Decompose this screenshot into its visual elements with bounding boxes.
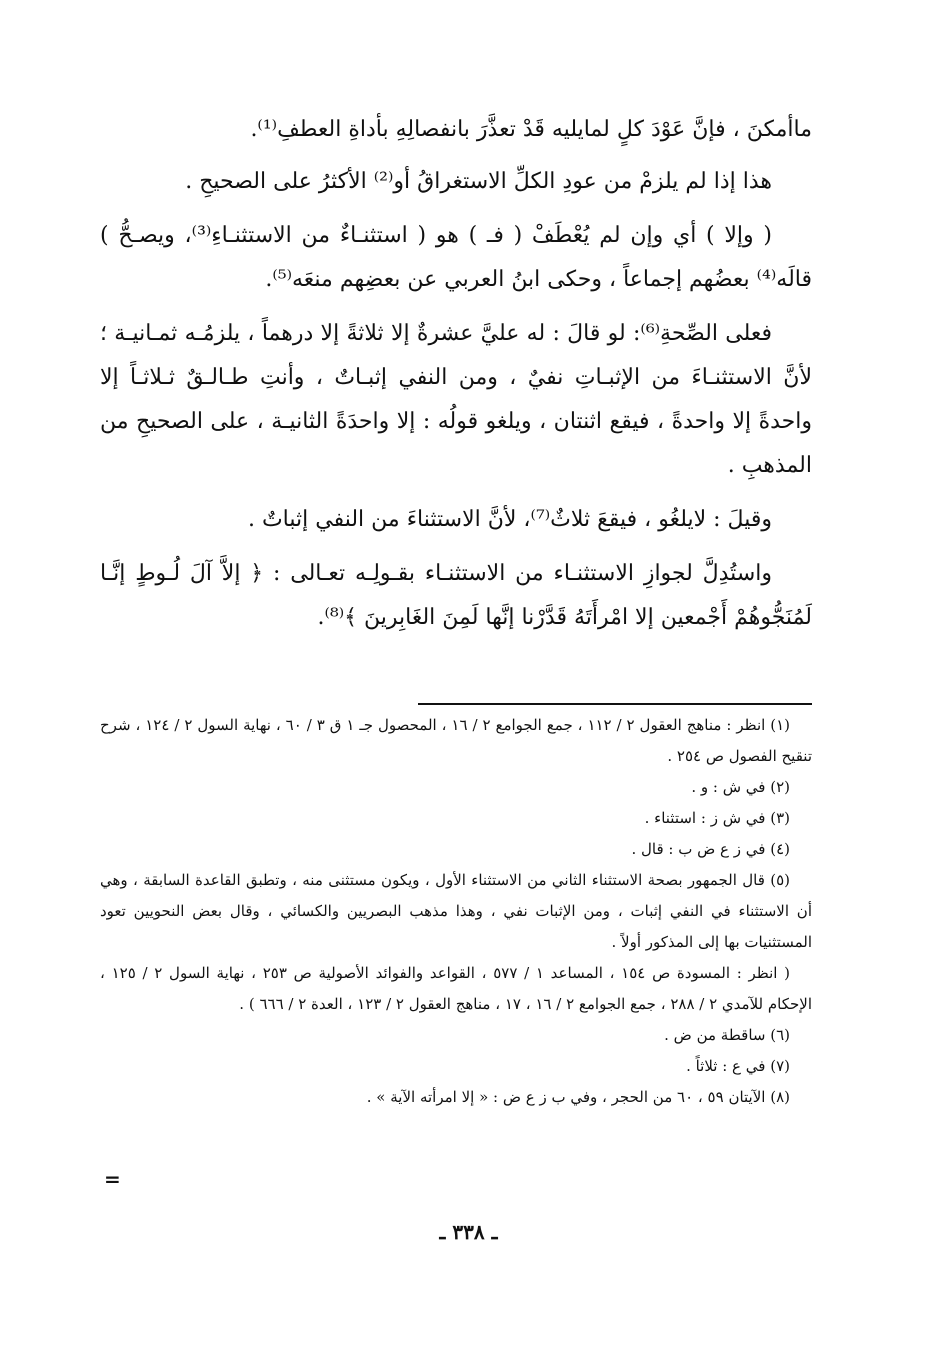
footnote-6: (٦) ساقطة من ض . [664, 1026, 790, 1044]
paragraph-3: ( وإلا ) أي وإن لم يُعْطَفْ ( فـ ) هو ( استثنـاءٌ من الاستثنـاءِ⁽³⁾، ويصـحُّ ) قالَه⁽⁴⁾ بعضُهم إجماعاً ، وحكى ابنُ العربي عن بعضِهم منعَه⁽⁵⁾. [100, 223, 812, 292]
footnote-2: (٢) في ش : و . [691, 778, 790, 796]
page-number: ـ ٣٣٨ ـ [439, 1220, 498, 1244]
footnotes [100, 710, 812, 1113]
footnote-4: (٤) في ز ع ض ب : قال . [631, 840, 790, 858]
continuation-mark: = [104, 1167, 121, 1191]
footnote-5-references: ( انظر : المسودة ص ١٥٤ ، المساعد ١ / ٥٧٧ ، القواعد والفوائد الأصولية ص ٢٥٣ ، نهاية السول ٢ / ١٢٥ ، الإحكام للآمدي ٢ / ٢٨٨ ، جمع الجوامع ٢ / ١٦ ، ١٧ ، مناهج العقول ٢ / ١٢٣ ، العدة ٢ / ٦٦٦ ) . [100, 964, 812, 1013]
paragraph-2: هذا إذا لم يلزمْ من عودِ الكلِّ الاستغراقُ أو⁽²⁾ الأكثرُ على الصحيحِ . [185, 169, 772, 194]
footnote-8: (٨) الآيتان ٥٩ ، ٦٠ من الحجر ، وفي ب ز ع ض : « إلا امرأته الآية » . [366, 1088, 790, 1106]
paragraph-1: ماأمكنَ ، فإنَّ عَوْدَ كلٍ لمايليه قَدْ تعذَّرَ بانفصالِهِ بأداةِ العطفِ⁽¹⁾. [250, 117, 812, 142]
footnote-3: (٣) في ش ز : استثناء . [644, 809, 790, 827]
footnote-separator [418, 703, 812, 705]
footnote-1: (١) انظر : مناهج العقول ٢ / ١١٢ ، جمع الجوامع ٢ / ١٦ ، المحصول جـ ١ ق ٣ / ٦٠ ، نهاية السول ٢ / ١٢٤ ، شرح تنقيح الفصول ص ٢٥٤ . [100, 716, 812, 765]
footnote-7: (٧) في ع : ثلاثاً . [686, 1057, 790, 1075]
main-text [100, 108, 812, 640]
paragraph-5: وقيلَ : لايلغُو ، فيقعَ ثلاثٌ⁽⁷⁾، لأنَّ الاستثناءَ من النفي إثباتٌ . [247, 507, 772, 532]
paragraph-4: فعلى الصِّحةِ⁽⁶⁾: لو قالَ : له عليَّ عشرةٌ إلا ثلاثةً إلا درهماً ، يلزمُـه ثمـانيـة ؛ لأنَّ الاستثنـاءَ من الإثبـاتِ نفيٌ ، ومن النفي إثبـاتٌ ، وأنتِ طـالـقٌ ثـلاثـاً إلا واحدةً إلا واحدةً ، فيقع اثنتان ، ويلغو قولُه : إلا واحدَةً الثانيـة ، على الصحيحِ من المذهبِ . [100, 321, 812, 478]
footnote-5: (٥) قال الجمهور بصحة الاستثناء الثاني من الاستثناء الأول ، ويكون مستثنى منه ، وتطبق القاعدة السابقة ، وهي أن الاستثناء في النفي إثبات ، ومن الإثبات نفي ، وهذا مذهب البصريين والكسائي ، وقال بعض النحويين تعود المستثنيات بها إلى المذكور أولاً . [100, 871, 812, 951]
paragraph-6: واستُدِلَّ لجوازِ الاستثنـاء من الاستثنـاء بقـولِـه تعـالى : ﴿ إلاَّ آلَ لُـوطٍ إنَّـا لَمُنَجُّوهُمْ أَجْمعين إلا امْرأَتَهُ قَدَّرْنا إنَّها لَمِنَ الغَابِرينَ ﴾⁽⁸⁾. [100, 561, 812, 630]
